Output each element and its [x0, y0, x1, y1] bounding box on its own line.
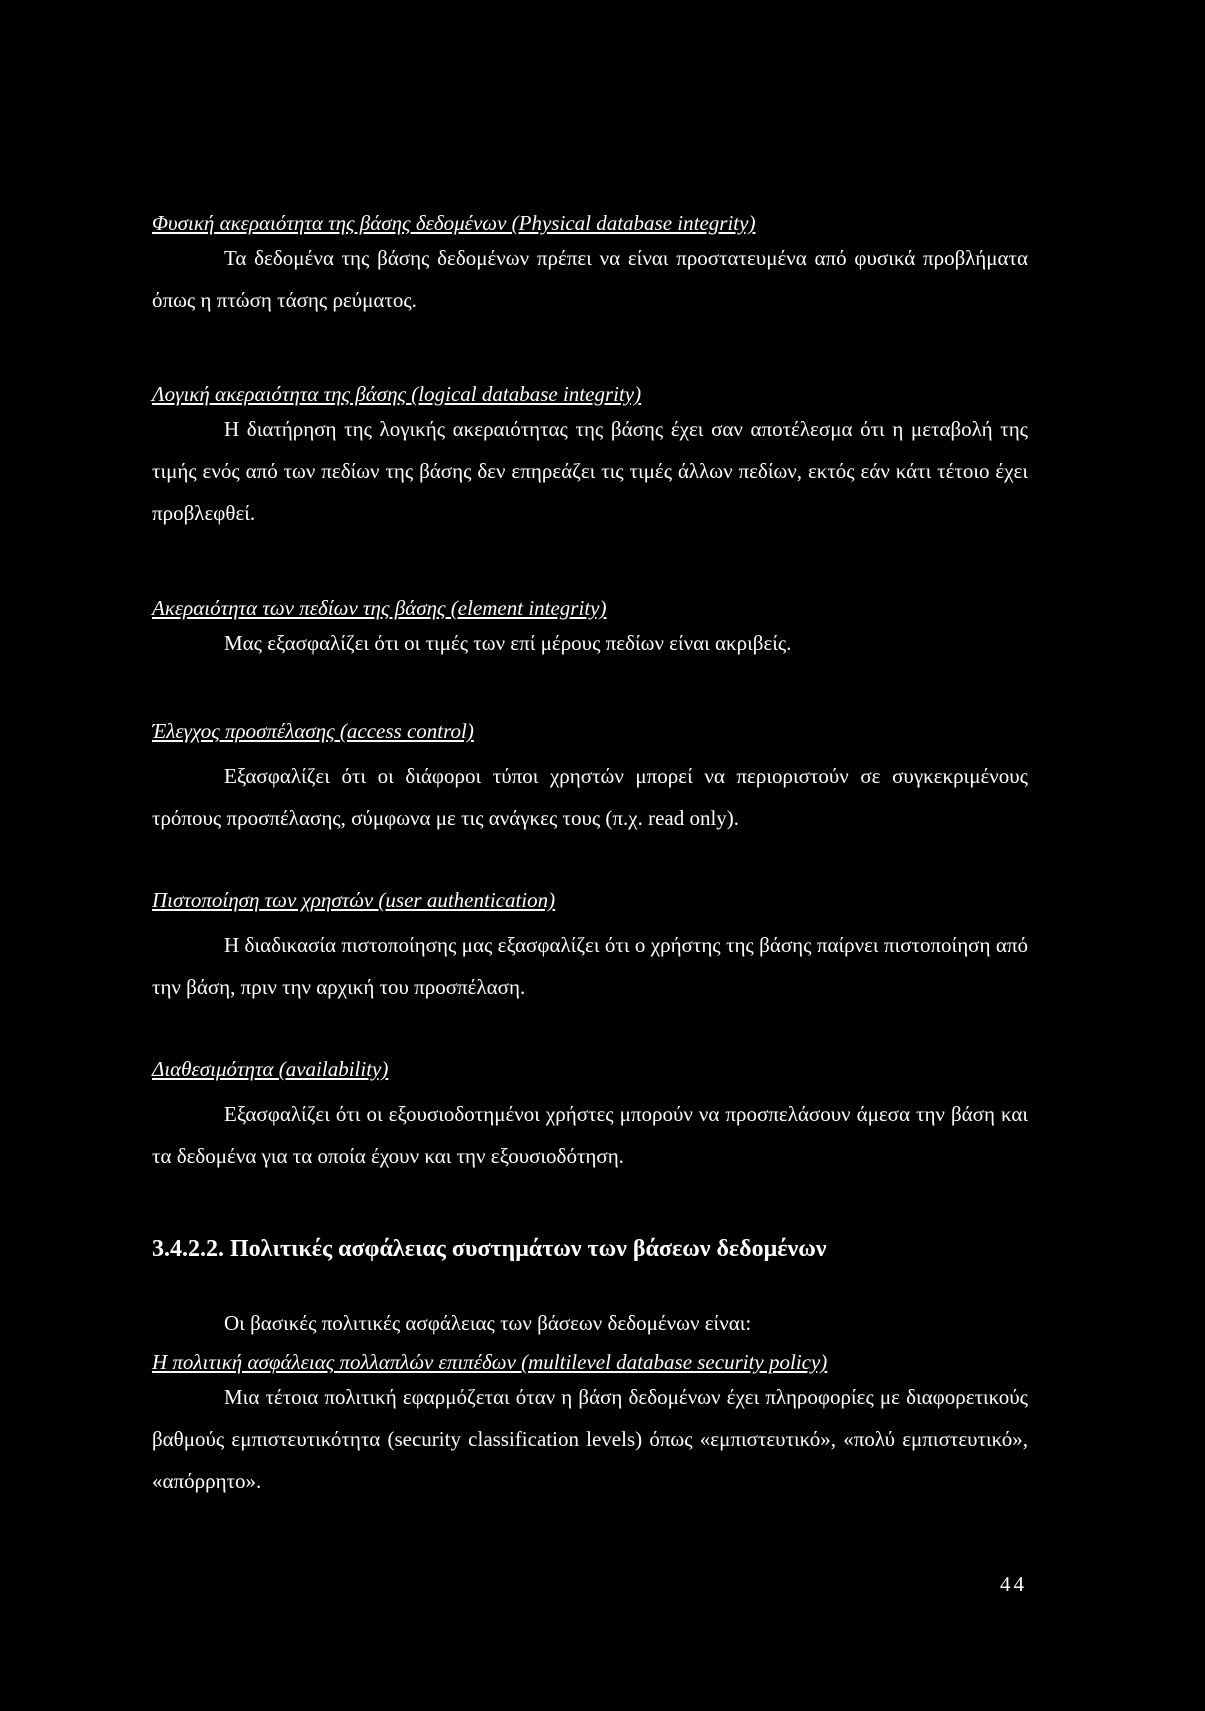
section-heading: Λογική ακεραιότητα της βάσης (logical database integrity) [152, 382, 642, 406]
section-availability [152, 1056, 1028, 1177]
section-heading: Πιστοποίηση των χρηστών (user authentication) [152, 888, 556, 912]
section-text: Τα δεδομένα της βάσης δεδομένων πρέπει να είναι προστατευμένα από φυσικά προβλήματα όπως η πτώση τάσης ρεύματος. [152, 246, 1028, 312]
section-user-authentication [152, 887, 1028, 1008]
section-title-policies: 3.4.2.2. Πολιτικές ασφάλειας συστημάτων των βάσεων δεδομένων [152, 1236, 827, 1262]
section-logical-integrity [152, 381, 1028, 534]
section-text: Μας εξασφαλίζει ότι οι τιμές των επί μέρους πεδίων είναι ακριβείς. [224, 631, 792, 655]
section-text: Μια τέτοια πολιτική εφαρμόζεται όταν η βάση δεδομένων έχει πληροφορίες με διαφορετικούς βαθμούς εμπιστευτικότητα (security classification levels) όπως «εμπιστευτικό», «πολύ εμπιστευτικό», «απόρρητο». [152, 1385, 1028, 1493]
section-heading: Φυσική ακεραιότητα της βάσης δεδομένων (Physical database integrity) [152, 211, 756, 235]
section-heading: Διαθεσιμότητα (availability) [152, 1057, 389, 1081]
section-policies [152, 1310, 1028, 1502]
section-heading: Έλεγχος προσπέλασης (access control) [152, 719, 474, 743]
section-text: Εξασφαλίζει ότι οι εξουσιοδοτημένοι χρήστες μπορούν να προσπελάσουν άμεσα την βάση και τα δεδομένα για τα οποία έχουν και την εξουσιοδότηση. [152, 1102, 1028, 1168]
policies-intro: Οι βασικές πολιτικές ασφάλειας των βάσεων δεδομένων είναι: [224, 1311, 752, 1335]
section-text: Εξασφαλίζει ότι οι διάφοροι τύποι χρηστών μπορεί να περιοριστούν σε συγκεκριμένους τρόπους προσπέλασης, σύμφωνα με τις ανάγκες τους (π.χ. read only). [152, 764, 1028, 830]
section-access-control [152, 718, 1028, 839]
section-element-integrity [152, 595, 1028, 664]
section-text: Η διατήρηση της λογικής ακεραιότητας της βάσης έχει σαν αποτέλεσμα ότι η μεταβολή της τιμής ενός από των πεδίων της βάσης δεν επηρεάζει τις τιμές άλλων πεδίων, εκτός εάν κάτι τέτοιο έχει προβλεφθεί. [152, 417, 1028, 525]
section-text: Η διαδικασία πιστοποίησης μας εξασφαλίζει ότι ο χρήστης της βάσης παίρνει πιστοποίηση από την βάση, πριν την αρχική του προσπέλαση. [152, 933, 1028, 999]
section-heading: Ακεραιότητα των πεδίων της βάσης (element integrity) [152, 596, 607, 620]
section-heading: Η πολιτική ασφάλειας πολλαπλών επιπέδων (multilevel database security policy) [152, 1350, 828, 1374]
section-physical-integrity [152, 210, 1028, 321]
page-number: 44 [1000, 1572, 1027, 1596]
